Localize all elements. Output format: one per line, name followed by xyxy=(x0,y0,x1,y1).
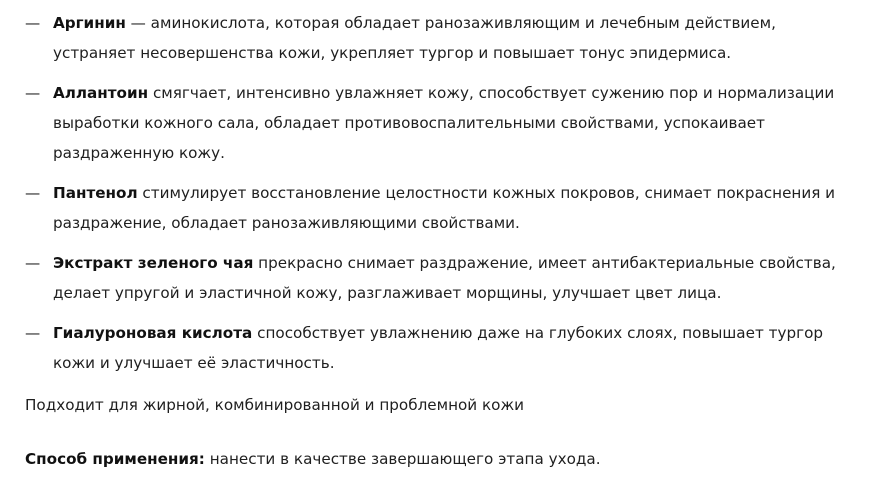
list-dash: — xyxy=(25,84,41,102)
ingredient-description: смягчает, интенсивно увлажняет кожу, способствует сужению пор и нормализации выработки кожного сала, обладает противовоспалительными свойствами, успокаивает раздраженную кожу. xyxy=(53,84,835,162)
ingredient-description: способствует увлажнению даже на глубоких слоях, повышает тургор кожи и улучшает её эластичность. xyxy=(53,324,823,372)
usage-text: нанести в качестве завершающего этапа ухода. xyxy=(204,450,601,468)
skin-type-note: Подходит для жирной, комбинированной и проблемной кожи xyxy=(25,396,525,414)
usage-label: Способ применения: xyxy=(25,450,205,468)
ingredient-name: Экстракт зеленого чая xyxy=(53,254,254,272)
ingredient-item-green-tea-extract xyxy=(25,248,895,308)
usage-instructions xyxy=(25,444,895,474)
ingredient-description: стимулирует восстановление целостности кожных покровов, снимает покраснения и раздражение, обладает ранозаживляющими свойствами. xyxy=(53,184,836,232)
ingredient-name: Аргинин xyxy=(53,14,126,32)
list-dash: — xyxy=(25,254,41,272)
ingredient-name: Аллантоин xyxy=(53,84,149,102)
ingredient-item-panthenol xyxy=(25,178,895,238)
list-dash: — xyxy=(25,14,41,32)
ingredient-item-arginine xyxy=(25,8,895,68)
ingredient-item-hyaluronic-acid xyxy=(25,318,895,378)
ingredient-description: прекрасно снимает раздражение, имеет антибактериальные свойства, делает упругой и эластичной кожу, разглаживает морщины, улучшает цвет лица. xyxy=(53,254,836,302)
list-dash: — xyxy=(25,184,41,202)
ingredient-name: Пантенол xyxy=(53,184,138,202)
ingredient-description: — аминокислота, которая обладает ранозаживляющим и лечебным действием, устраняет несовершенства кожи, укрепляет тургор и повышает тонус эпидермиса. xyxy=(53,14,776,62)
ingredient-name: Гиалуроновая кислота xyxy=(53,324,253,342)
list-dash: — xyxy=(25,324,41,342)
ingredient-list xyxy=(0,8,895,378)
ingredient-item-allantoin xyxy=(25,78,895,168)
